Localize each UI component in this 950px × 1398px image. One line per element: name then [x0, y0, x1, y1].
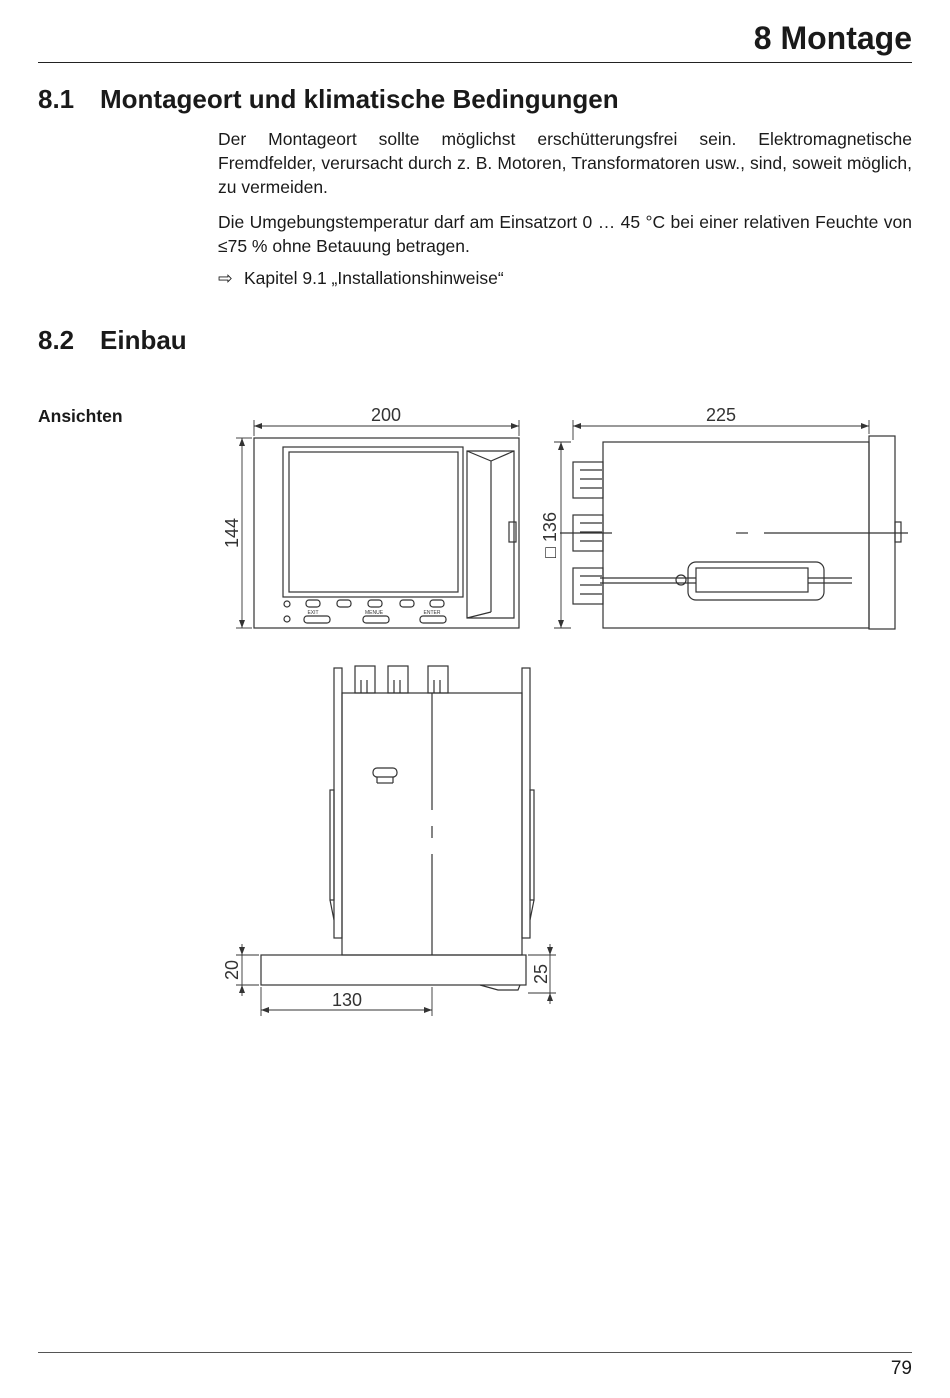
button-label-enter: ENTER	[423, 610, 441, 616]
button-label-menue: MENUE	[364, 610, 384, 616]
paragraph-mounting-location: Der Montageort sollte möglichst erschütterungsfrei sein. Elektromagnetische Fremdfelder, verursacht durch z. B. Motoren, Transformatoren usw., sind, soweit möglich, zu vermeiden.	[218, 129, 912, 197]
dimension-side-length: 225	[705, 405, 737, 425]
dimension-top-width: 130	[331, 990, 363, 1010]
side-view	[560, 436, 908, 629]
arrow-right-icon: ⇨	[218, 268, 233, 288]
views-label: Ansichten	[38, 406, 123, 426]
top-view	[261, 666, 534, 990]
dimension-top-depth-2: 25	[531, 963, 551, 985]
footer-rule	[38, 1352, 912, 1353]
front-view	[254, 438, 519, 628]
section-title: Montageort und klimatische Bedingungen	[100, 84, 619, 114]
button-label-exit: EXIT	[307, 610, 319, 616]
dimension-front-height: 144	[222, 517, 242, 549]
section-number: 8.2	[38, 325, 75, 355]
dimension-top-depth-1: 20	[222, 959, 242, 981]
chapter-title: 8 Montage	[753, 20, 912, 56]
dimension-side-square: □ 136	[540, 512, 560, 558]
page-number: 79	[890, 1358, 912, 1379]
paragraph-temperature: Die Umgebungstemperatur darf am Einsatzort 0 … 45 °C bei einer relativen Feuchte von ≤75 % ohne Betauung betragen.	[218, 212, 912, 256]
section-title: Einbau	[100, 325, 187, 355]
chapter-reference-link[interactable]: Kapitel 9.1 „Installationshinweise“	[244, 268, 504, 288]
section-number: 8.1	[38, 84, 75, 114]
dimension-front-width: 200	[370, 405, 402, 425]
